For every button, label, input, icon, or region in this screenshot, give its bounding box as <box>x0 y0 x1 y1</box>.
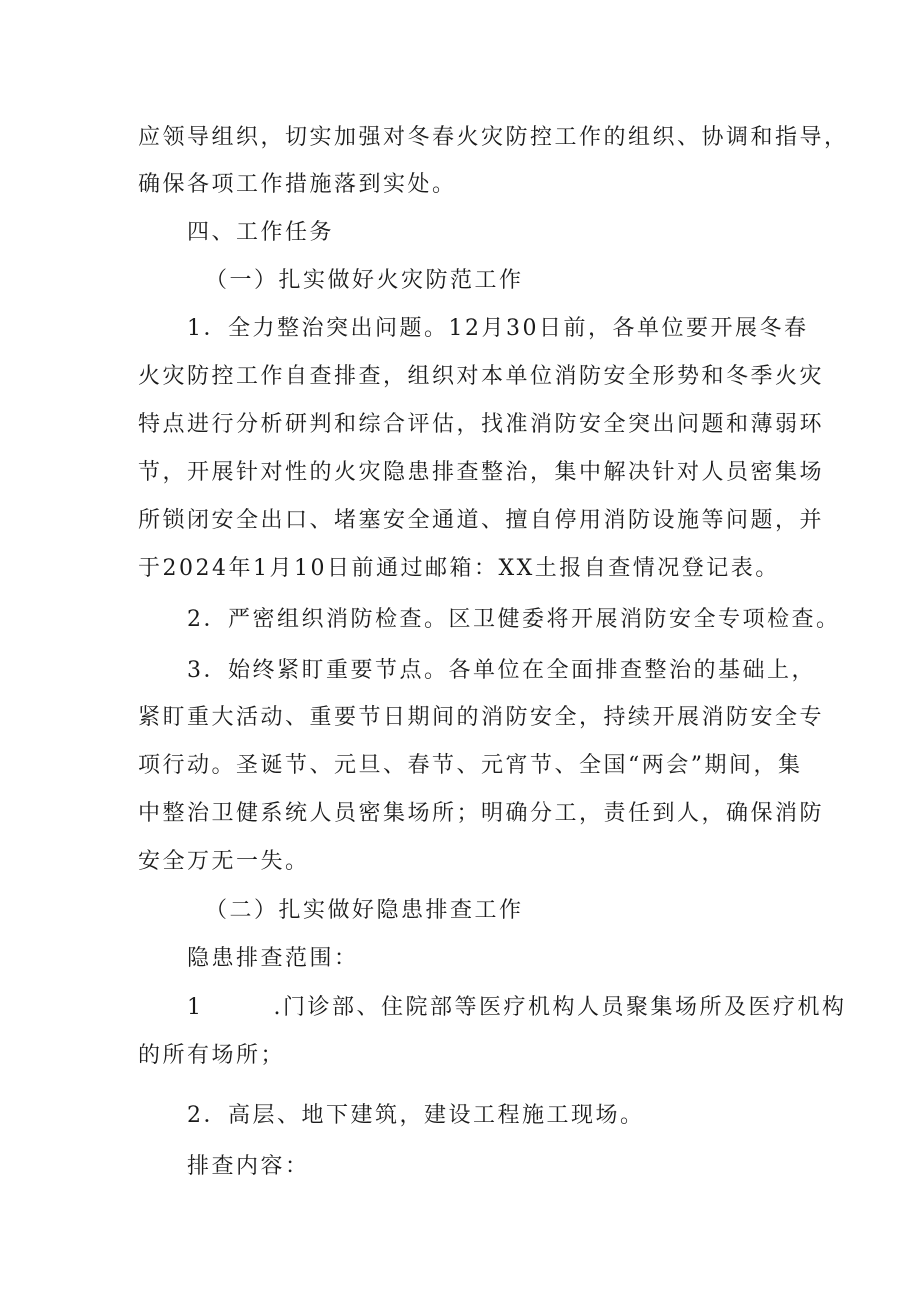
text-line: 隐患排查范围： <box>187 946 359 971</box>
text-line: 1．全力整治突出问题。12月30日前，各单位要开展冬春 <box>187 316 809 341</box>
subsection-heading: （一）扎实做好火灾防范工作 <box>205 268 524 293</box>
text-line: 项行动。圣诞节、元旦、春节、元宵节、全国“两会”期间，集 <box>138 753 803 778</box>
section-heading: 四、工作任务 <box>187 220 335 245</box>
text-line: 安全万无一失。 <box>138 849 310 874</box>
text-line: 排查内容： <box>187 1154 310 1179</box>
text-line: 所锁闭安全出口、堵塞安全通道、擅自停用消防设施等问题，并 <box>138 508 825 533</box>
text-line: 特点进行分析研判和综合评估，找准消防安全突出问题和薄弱环 <box>138 412 825 437</box>
text-line: 紧盯重大活动、重要节日期间的消防安全，持续开展消防安全专 <box>138 705 825 730</box>
item-text: .门诊部、住院部等医疗机构人员聚集场所及医疗机构 <box>273 995 847 1020</box>
text-line: 于2024年1月10日前通过邮箱：XX土报自查情况登记表。 <box>138 556 780 581</box>
numbered-item <box>187 993 847 1023</box>
text-line: 应领导组织，切实加强对冬春火灾防控工作的组织、协调和指导， <box>138 125 849 150</box>
text-line: 中整治卫健系统人员密集场所；明确分工，责任到人，确保消防 <box>138 801 825 826</box>
text-line: 确保各项工作措施落到实处。 <box>138 172 457 197</box>
text-line: 2．高层、地下建筑，建设工程施工现场。 <box>187 1103 645 1128</box>
text-line: 火灾防控工作自查排查，组织对本单位消防安全形势和冬季火灾 <box>138 364 825 389</box>
subsection-heading: （二）扎实做好隐患排查工作 <box>205 898 524 923</box>
text-line: 的所有场所； <box>138 1043 286 1068</box>
item-number: 1 <box>187 995 204 1020</box>
text-line: 节，开展针对性的火灾隐患排查整治，集中解决针对人员密集场 <box>138 460 825 485</box>
text-line: 2．严密组织消防检查。区卫健委将开展消防安全专项检查。 <box>187 607 841 632</box>
text-line: 3．始终紧盯重要节点。各单位在全面排查整治的基础上， <box>187 658 816 683</box>
